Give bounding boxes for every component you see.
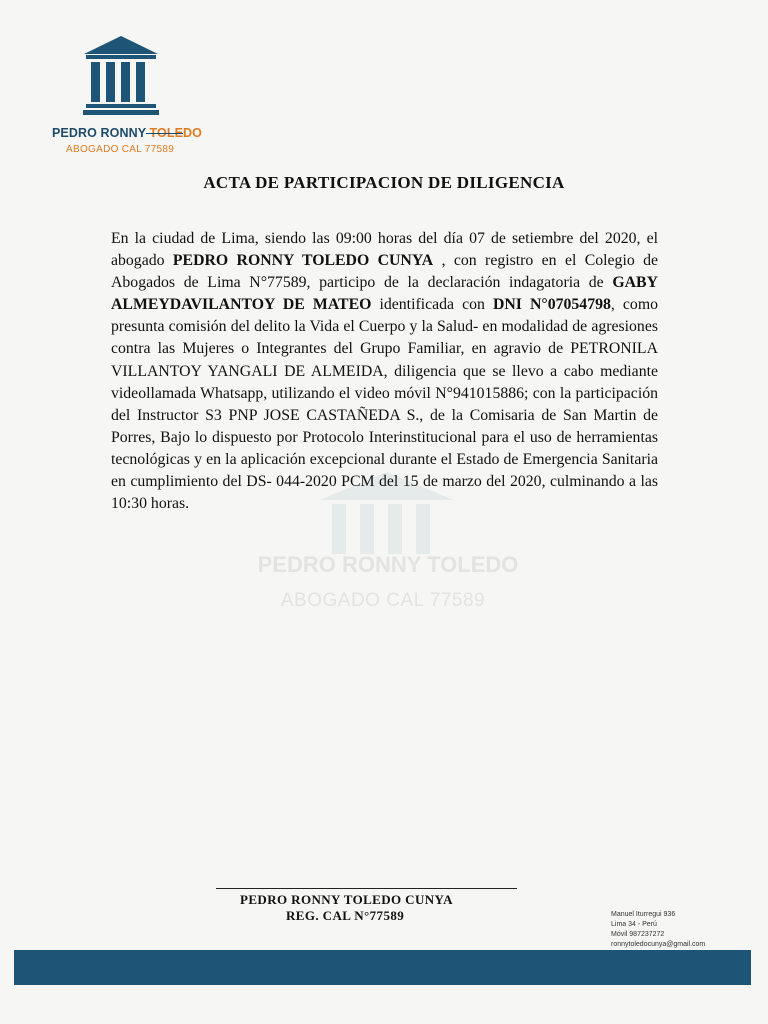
watermark-subtitle: ABOGADO CAL 77589 (280, 590, 486, 611)
signature-line (216, 888, 517, 889)
contact-city: Lima 34 - Perú (611, 921, 657, 928)
contact-phone: Móvil 987237272 (611, 931, 665, 938)
body-paragraph: En la ciudad de Lima, siendo las 09:00 horas del día 07 de setiembre del 2020, el abogado PEDRO RONNY TOLEDO CUNYA , con registro en el Colegio de Abogados de Lima N°77589, participo de la declaración indagatoria de GABY ALMEYDAVILANTOY DE MATEO identificada con DNI N°07054798, como presunta comisión del delito la Vida el Cuerpo y la Salud- en modalidad de agresiones contra las Mujeres o Integrantes del Grupo Familiar, en agravio de PETRONILA VILLANTOY YANGALI DE ALMEIDA, diligencia que se llevo a cabo mediante videollamada Whatsapp, utilizando el video móvil N°941015886; con la participación del Instructor S3 PNP JOSE CASTAÑEDA S., de la Comisaria de San Martin de Porres, Bajo lo dispuesto por Protocolo Interinstitucional para el uso de herramientas tecnológicas y en la aplicación excepcional durante el Estado de Emergencia Sanitaria en cumplimiento del DS- 044-2020 PCM del 15 de marzo del 2020, culminando a las 10:30 horas. (111, 230, 659, 513)
signature-name: PEDRO RONNY TOLEDO CUNYA (240, 892, 453, 907)
contact-email: ronnytoledocunya@gmail.com (611, 941, 706, 948)
courthouse-icon (80, 34, 162, 120)
logo-name: PEDRO RONNY TOLEDO (52, 126, 202, 140)
declarant-name: GABY ALMEYDAVILANTOY DE MATEO (111, 274, 658, 314)
document-title: ACTA DE PARTICIPACION DE DILIGENCIA (203, 173, 565, 192)
lawyer-name: PEDRO RONNY TOLEDO CUNYA (172, 252, 434, 270)
footer-bar (14, 950, 751, 985)
firm-logo (50, 34, 202, 155)
logo-subtitle: ABOGADO CAL 77589 (66, 144, 175, 155)
contact-info (611, 910, 705, 950)
declarant-dni: DNI N°07054798 (492, 296, 611, 314)
contact-address: Manuel Iturregui 936 (611, 911, 676, 918)
watermark-name: PEDRO RONNY TOLEDO (257, 552, 519, 577)
document-body (111, 228, 658, 515)
signature-registration: REG. CAL N°77589 (286, 908, 405, 923)
